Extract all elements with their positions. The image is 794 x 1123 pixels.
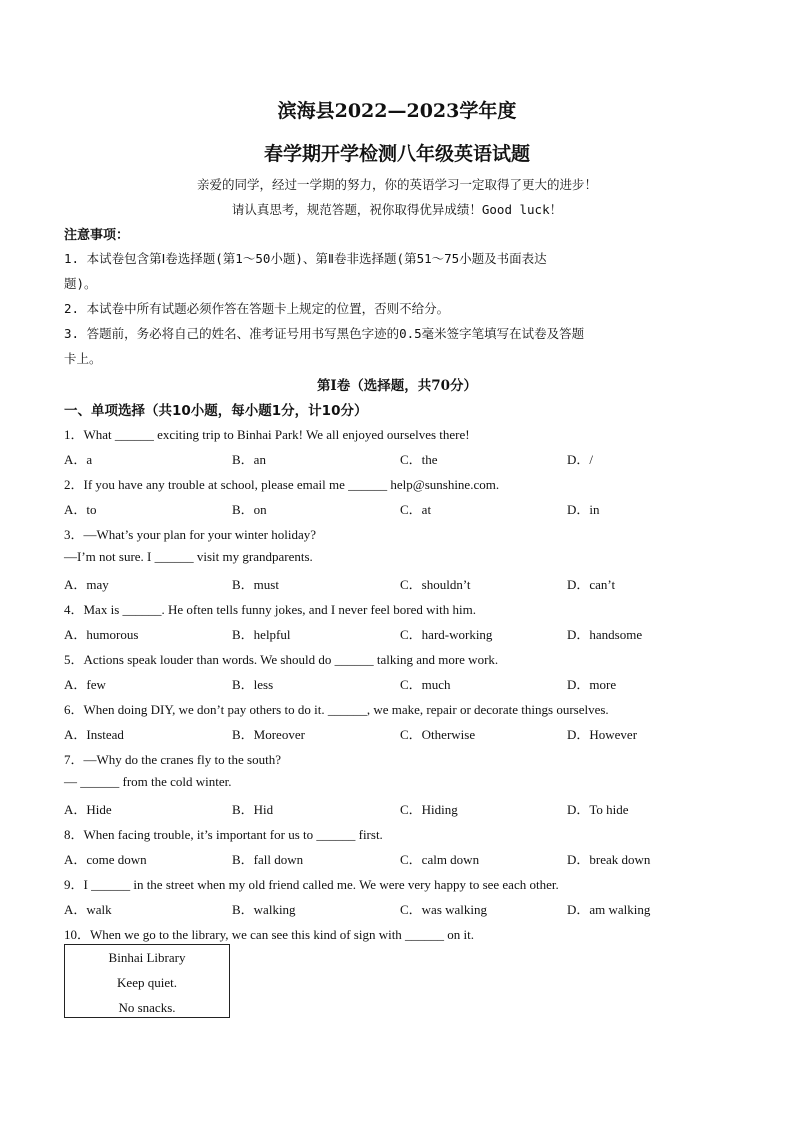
q6-option-d: D．However	[567, 727, 638, 742]
q6-option-c: C．Otherwise	[400, 727, 476, 742]
question-3: 3．—What’s your plan for your winter holiday?	[64, 527, 316, 542]
q6-option-a: A．Instead	[64, 727, 124, 742]
sign-line-3: No snacks.	[118, 1000, 176, 1015]
q2-option-d: D．in	[567, 502, 600, 517]
q8-option-d: D．break down	[567, 852, 651, 867]
sign-line-2: Keep quiet.	[117, 975, 177, 990]
q1-option-a: A．a	[64, 452, 93, 467]
q3-option-d: D．can’t	[567, 577, 616, 592]
q3-option-c: C．shouldn’t	[400, 577, 471, 592]
q5-option-a: A．few	[64, 677, 106, 692]
q8-option-c: C．calm down	[400, 852, 480, 867]
q2-option-a: A．to	[64, 502, 97, 517]
notice-heading: 注意事项：	[64, 228, 130, 243]
q4-option-b: B．helpful	[232, 627, 291, 642]
intro-line-2: 请认真思考，规范答题，祝你取得优异成绩！Good luck！	[231, 202, 563, 217]
q1-option-c: C．the	[400, 452, 438, 467]
q7-option-c: C．Hiding	[400, 802, 458, 817]
notice-item-3-cont: 卡上。	[64, 351, 102, 366]
q9-option-b: B．walking	[232, 902, 296, 917]
question-9: 9．I ______ in the street when my old friend called me. We were very happy to see each other.	[64, 877, 559, 892]
question-6: 6．When doing DIY, we don’t pay others to do it. ______, we make, repair or decorate things ourselves.	[64, 702, 609, 717]
q3-option-a: A．may	[64, 577, 109, 592]
q7-option-d: D．To hide	[567, 802, 629, 817]
library-sign-box	[64, 944, 230, 1018]
q7-option-a: A．Hide	[64, 802, 112, 817]
exam-subtitle: 春学期开学检测八年级英语试题	[263, 143, 530, 165]
q7-option-b: B．Hid	[232, 802, 274, 817]
sign-line-1: Binhai Library	[108, 950, 186, 965]
q5-option-c: C．much	[400, 677, 451, 692]
q1-option-b: B．an	[232, 452, 266, 467]
q1-option-d: D．/	[567, 452, 594, 467]
notice-item-1: 1. 本试卷包含第Ⅰ卷选择题(第1～50小题)、第Ⅱ卷非选择题(第51～75小题及书面表达	[64, 251, 547, 266]
question-2: 2．If you have any trouble at school, please email me ______ help@sunshine.com.	[64, 477, 500, 492]
notice-item-1-cont: 题)。	[64, 276, 97, 291]
q8-option-b: B．fall down	[232, 852, 304, 867]
intro-line-1: 亲爱的同学，经过一学期的努力，你的英语学习一定取得了更大的进步！	[196, 177, 597, 192]
part-heading: 一、单项选择（共10小题，每小题1分，计10分）	[64, 403, 368, 419]
q4-option-d: D．handsome	[567, 627, 643, 642]
q6-option-b: B．Moreover	[232, 727, 305, 742]
q5-option-b: B．less	[232, 677, 274, 692]
q4-option-a: A．humorous	[64, 627, 139, 642]
exam-title: 滨海县2022—2023学年度	[277, 100, 517, 122]
q2-option-c: C．at	[400, 502, 432, 517]
notice-item-3: 3. 答题前，务必将自己的姓名、准考证号用书写黑色字迹的0.5毫米签字笔填写在试卷及答题	[64, 326, 585, 341]
q9-option-a: A．walk	[64, 902, 112, 917]
q8-option-a: A．come down	[64, 852, 147, 867]
question-8: 8．When facing trouble, it’s important for us to ______ first.	[64, 827, 383, 842]
question-10: 10．When we go to the library, we can see this kind of sign with ______ on it.	[64, 927, 475, 942]
q9-option-d: D．am walking	[567, 902, 651, 917]
q5-option-d: D．more	[567, 677, 617, 692]
question-1: 1．What ______ exciting trip to Binhai Park! We all enjoyed ourselves there!	[64, 427, 470, 442]
q2-option-b: B．on	[232, 502, 267, 517]
question-3-reply: —I’m not sure. I ______ visit my grandparents.	[64, 549, 313, 564]
q4-option-c: C．hard-working	[400, 627, 493, 642]
section-title: 第Ⅰ卷（选择题，共70分）	[316, 378, 478, 394]
notice-item-2: 2. 本试卷中所有试题必须作答在答题卡上规定的位置，否则不给分。	[64, 301, 450, 316]
question-7: 7．—Why do the cranes fly to the south?	[64, 752, 281, 767]
question-5: 5．Actions speak louder than words. We should do ______ talking and more work.	[64, 652, 499, 667]
q3-option-b: B．must	[232, 577, 279, 592]
question-7-reply: — ______ from the cold winter.	[64, 774, 232, 789]
question-4: 4．Max is ______. He often tells funny jokes, and I never feel bored with him.	[64, 602, 476, 617]
q9-option-c: C．was walking	[400, 902, 488, 917]
